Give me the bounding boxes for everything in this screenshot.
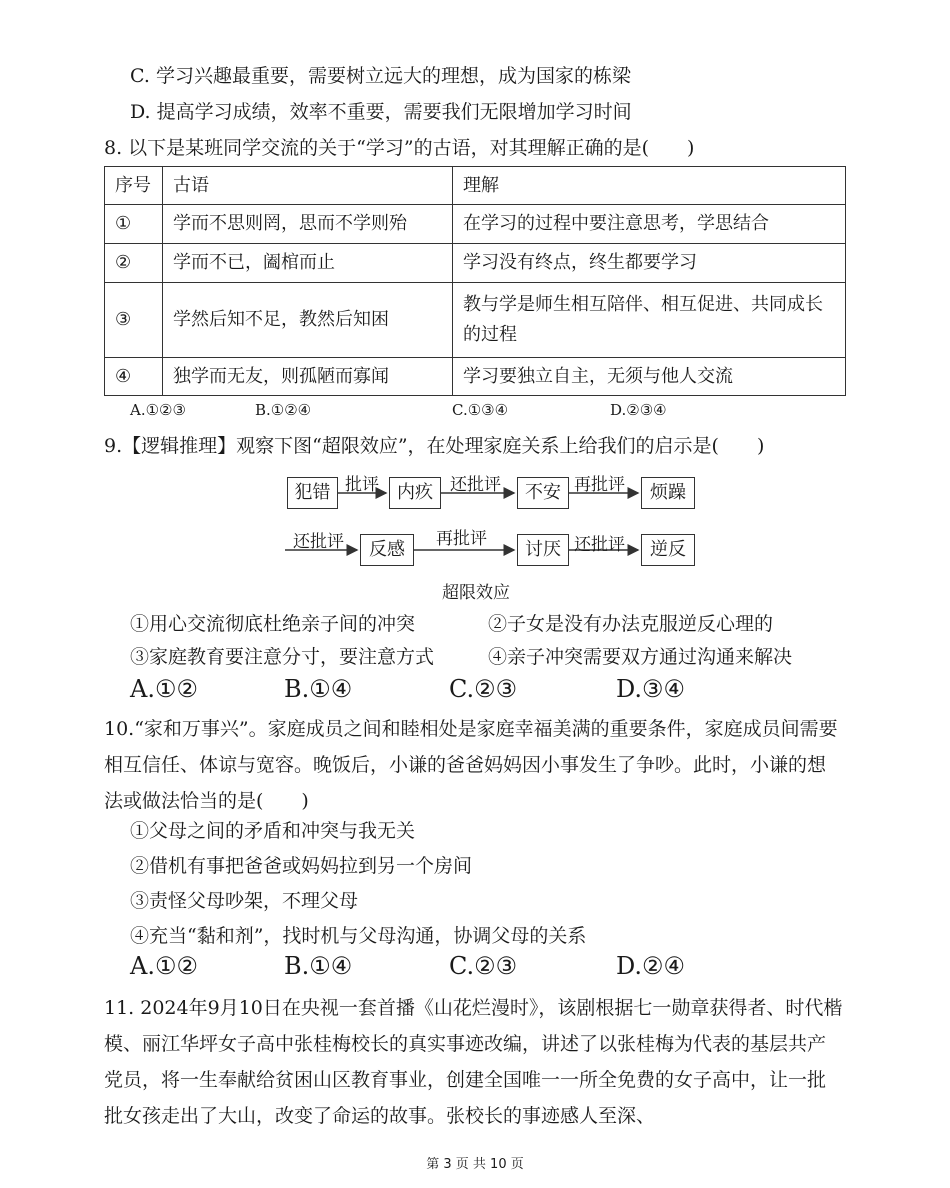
diagram-box: 内疚 bbox=[389, 477, 441, 509]
arrow-label: 还批评 bbox=[450, 475, 501, 495]
q7-option-d: D. 提高学习成绩，效率不重要，需要我们无限增加学习时间 bbox=[130, 101, 632, 123]
q9-stem: 9.【逻辑推理】观察下图“超限效应”，在处理家庭关系上给我们的启示是( ) bbox=[104, 435, 765, 457]
q9-options bbox=[130, 674, 850, 704]
q10-stem: 10.“家和万事兴”。家庭成员之间和睦相处是家庭幸福美满的重要条件，家庭成员间需要相互信任、体谅与宽容。晚饭后，小谦的爸爸妈妈因小事发生了争吵。此时，小谦的想法或做法恰当的是( ) bbox=[104, 718, 838, 812]
q11-stem: 11. 2024年9月10日在央视一套首播《山花烂漫时》，该剧根据七一勋章获得者、时代楷模、丽江华坪女子高中张桂梅校长的真实事迹改编，讲述了以张桂梅为代表的基层共产党员，将一生奉献给贫困山区教育事业，创建全国唯一一所全免费的女子高中，让一批批女孩走出了大山，改变了命运的故事。张校长的事迹感人至深、 bbox=[104, 997, 843, 1127]
q9-item-2: ②子女是没有办法克服逆反心理的 bbox=[488, 613, 774, 635]
table-cell: ④ bbox=[105, 358, 163, 396]
table-header: 序号 bbox=[105, 167, 163, 205]
diagram-box: 讨厌 bbox=[517, 534, 569, 566]
table-cell: 学习没有终点，终生都要学习 bbox=[453, 244, 846, 283]
arrow-label: 批评 bbox=[345, 475, 379, 495]
diagram-box: 逆反 bbox=[641, 534, 695, 566]
q10-options bbox=[130, 951, 850, 981]
arrow-label: 再批评 bbox=[574, 475, 625, 495]
q10-item-1: ①父母之间的矛盾和冲突与我无关 bbox=[130, 820, 416, 842]
q9-option-a: A.①② bbox=[130, 675, 198, 703]
table-cell: 学而不已，阖棺而止 bbox=[163, 244, 453, 283]
diagram-box: 反感 bbox=[360, 534, 414, 566]
q9-option-d: D.③④ bbox=[616, 675, 686, 703]
q10-option-b: B.①④ bbox=[284, 952, 353, 980]
q10-option-c: C.②③ bbox=[449, 952, 518, 980]
q8-option-d: D.②③④ bbox=[610, 401, 667, 419]
arrow-label: 还批评 bbox=[574, 535, 625, 555]
q8-stem: 8. 以下是某班同学交流的关于“学习”的古语，对其理解正确的是( ) bbox=[104, 137, 695, 159]
diagram-caption: 超限效应 bbox=[442, 583, 510, 603]
q10-option-a: A.①② bbox=[130, 952, 198, 980]
table-header: 理解 bbox=[453, 167, 846, 205]
diagram-box: 不安 bbox=[517, 477, 569, 509]
q10-item-2: ②借机有事把爸爸或妈妈拉到另一个房间 bbox=[130, 855, 473, 877]
table-cell: ③ bbox=[105, 283, 163, 358]
table-cell: 独学而无友，则孤陋而寡闻 bbox=[163, 358, 453, 396]
q7-option-c: C. 学习兴趣最重要，需要树立远大的理想，成为国家的栋梁 bbox=[130, 65, 631, 87]
q9-option-b: B.①④ bbox=[284, 675, 353, 703]
q10-option-d: D.②④ bbox=[616, 952, 686, 980]
q9-item-1: ①用心交流彻底杜绝亲子间的冲突 bbox=[130, 613, 416, 635]
q9-item-4: ④亲子冲突需要双方通过沟通来解决 bbox=[488, 646, 793, 668]
diagram-box: 犯错 bbox=[287, 477, 338, 509]
q8-option-c: C.①③④ bbox=[452, 401, 509, 419]
table-cell: 学然后知不足，教然后知困 bbox=[163, 283, 453, 358]
q9-option-c: C.②③ bbox=[449, 675, 518, 703]
table-cell: ① bbox=[105, 205, 163, 244]
table-cell: 学习要独立自主，无须与他人交流 bbox=[453, 358, 846, 396]
table-cell: ② bbox=[105, 244, 163, 283]
q10-item-4: ④充当“黏和剂”，找时机与父母沟通，协调父母的关系 bbox=[130, 925, 587, 947]
table-cell: 教与学是师生相互陪伴、相互促进、共同成长的过程 bbox=[453, 283, 846, 358]
q8-option-b: B.①②④ bbox=[255, 401, 312, 419]
arrow-label: 再批评 bbox=[436, 529, 487, 549]
page-footer: 第 3 页 共 10 页 bbox=[426, 1157, 524, 1172]
arrow-label: 还批评 bbox=[293, 532, 344, 552]
table-cell: 在学习的过程中要注意思考，学思结合 bbox=[453, 205, 846, 244]
q10-item-3: ③责怪父母吵架，不理父母 bbox=[130, 890, 359, 912]
q9-item-3: ③家庭教育要注意分寸，要注意方式 bbox=[130, 646, 435, 668]
q8-option-a: A.①②③ bbox=[130, 401, 186, 419]
table-cell: 学而不思则罔，思而不学则殆 bbox=[163, 205, 453, 244]
diagram-box: 烦躁 bbox=[641, 477, 695, 509]
table-header: 古语 bbox=[163, 167, 453, 205]
